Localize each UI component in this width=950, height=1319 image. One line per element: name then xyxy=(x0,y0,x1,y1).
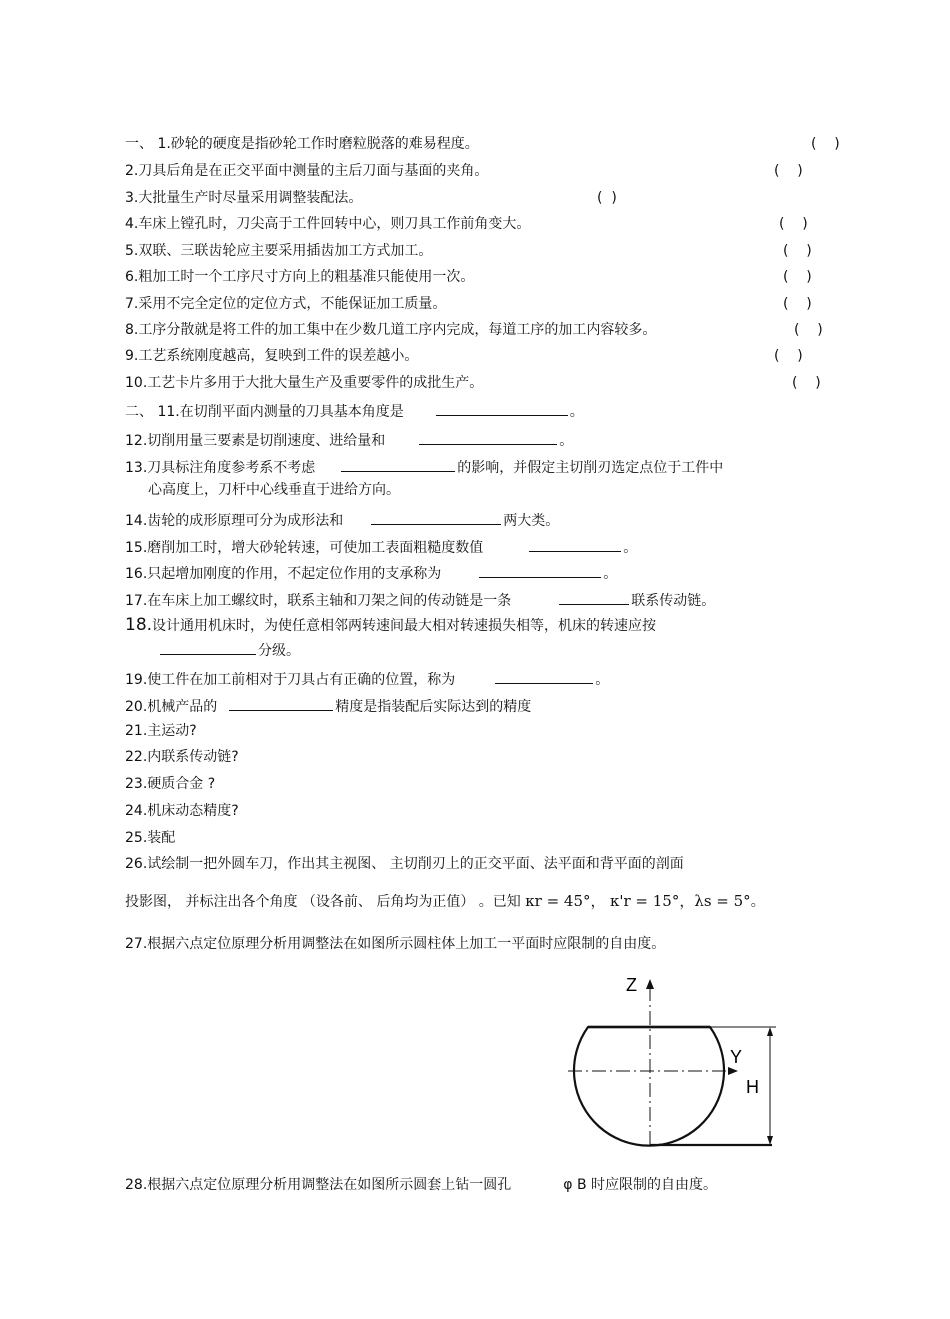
q17-blank xyxy=(559,590,629,605)
y-arrow-icon xyxy=(728,1067,738,1075)
q9: 9.工艺系统刚度越高，复映到工件的误差越小。 xyxy=(125,348,419,364)
q20-blank xyxy=(229,696,333,711)
q20-post: 精度是指装配后实际达到的精度 xyxy=(335,699,532,715)
q28-pre: 28.根据六点定位原理分析用调整法在如图所示圆套上钻一圆孔 xyxy=(125,1177,512,1193)
q4-paren: ( ) xyxy=(779,216,808,232)
q26-end: 。 xyxy=(750,894,765,910)
q14-blank xyxy=(371,510,501,525)
q10: 10.工艺卡片多用于大批大量生产及重要零件的成批生产。 xyxy=(125,375,484,391)
q18-post: 分级。 xyxy=(258,643,300,659)
q28-post: φ B 时应限制的自由度。 xyxy=(563,1177,718,1193)
q13-line2: 心高度上，刀杆中心线垂直于进给方向。 xyxy=(148,482,400,498)
h-arrow-top-icon xyxy=(767,1027,773,1036)
q17 xyxy=(125,590,715,610)
q11-pre: 二、 11.在切削平面内测量的刀具基本角度是 xyxy=(125,404,404,420)
h-arrow-bottom-icon xyxy=(767,1136,773,1145)
q22: 22.内联系传动链? xyxy=(125,749,239,765)
q9-paren: ( ) xyxy=(774,348,803,364)
q5: 5.双联、三联齿轮应主要采用插齿加工方式加工。 xyxy=(125,243,433,259)
q1: 一、 1.砂轮的硬度是指砂轮工作时磨粒脱落的难易程度。 xyxy=(125,136,479,152)
q16 xyxy=(125,563,617,583)
q12-blank xyxy=(419,430,557,445)
q2: 2.刀具后角是在正交平面中测量的主后刀面与基面的夹角。 xyxy=(125,163,489,179)
q18-blank xyxy=(160,640,256,655)
q26-line2 xyxy=(125,892,765,911)
q25: 25.装配 xyxy=(125,830,176,846)
q16-pre: 16.只起增加刚度的作用，不起定位作用的支承称为 xyxy=(125,566,442,582)
q23: 23.硬质合金 ? xyxy=(125,776,216,792)
q14-post: 两大类。 xyxy=(503,513,560,529)
q1-paren: ( ) xyxy=(811,136,840,152)
q19-post: 。 xyxy=(595,672,610,688)
q6: 6.粗加工时一个工序尺寸方向上的粗基准只能使用一次。 xyxy=(125,269,475,285)
q11-blank xyxy=(436,401,568,416)
q11 xyxy=(125,401,584,421)
q3-paren: ( ) xyxy=(597,190,617,206)
q13 xyxy=(125,457,723,477)
q21: 21.主运动? xyxy=(125,723,197,739)
q19-pre: 19.使工件在加工前相对于刀具占有正确的位置，称为 xyxy=(125,672,456,688)
q13-post: 的影响，并假定主切削刃选定点位于工件中 xyxy=(457,460,724,476)
q15 xyxy=(125,537,637,557)
q14-pre: 14.齿轮的成形原理可分为成形法和 xyxy=(125,513,344,529)
q16-post: 。 xyxy=(603,566,618,582)
q17-pre: 17.在车床上加工螺纹时，联系主轴和刀架之间的传动链是一条 xyxy=(125,593,512,609)
q19-blank xyxy=(495,669,593,684)
q13-blank xyxy=(341,457,455,472)
q18 xyxy=(125,616,656,635)
q7-paren: ( ) xyxy=(783,296,812,312)
q16-blank xyxy=(479,563,601,578)
q19 xyxy=(125,669,609,689)
q3: 3.大批量生产时尽量采用调整装配法。 xyxy=(125,190,363,206)
q15-pre: 15.磨削加工时，增大砂轮转速，可使加工表面粗糙度数值 xyxy=(125,540,484,556)
q28 xyxy=(125,1176,717,1194)
z-label: Z xyxy=(626,975,637,995)
q5-paren: ( ) xyxy=(783,243,812,259)
q14 xyxy=(125,510,559,530)
q8: 8.工序分散就是将工件的加工集中在少数几道工序内完成，每道工序的加工内容较多。 xyxy=(125,322,657,338)
q26-text: 投影图， 并标注出各个角度 （设各前、 后角均为正值） 。已知 xyxy=(125,894,521,910)
y-label: Y xyxy=(730,1047,743,1067)
q24: 24.机床动态精度? xyxy=(125,803,239,819)
h-label: H xyxy=(746,1077,759,1097)
z-arrow-icon xyxy=(646,979,654,989)
q11-post: 。 xyxy=(569,404,584,420)
q6-paren: ( ) xyxy=(783,269,812,285)
q17-post: 联系传动链。 xyxy=(631,593,716,609)
q18-line2 xyxy=(160,640,300,660)
q20-pre: 20.机械产品的 xyxy=(125,699,218,715)
q10-paren: ( ) xyxy=(792,375,821,391)
q15-blank xyxy=(529,537,621,552)
q18-num: 18. xyxy=(125,615,153,635)
q26-line1: 26.试绘制一把外圆车刀，作出其主视图、 主切削刃上的正交平面、法平面和背平面的剖面 xyxy=(125,856,684,872)
q12-post: 。 xyxy=(559,433,574,449)
q18-pre: 设计通用机床时，为使任意相邻两转速间最大相对转速损失相等，机床的转速应按 xyxy=(152,618,657,634)
q12-pre: 12.切削用量三要素是切削速度、进给量和 xyxy=(125,433,386,449)
q15-post: 。 xyxy=(623,540,638,556)
q8-paren: ( ) xyxy=(794,322,823,338)
q27: 27.根据六点定位原理分析用调整法在如图所示圆柱体上加工一平面时应限制的自由度。 xyxy=(125,936,666,952)
q4: 4.车床上镗孔时，刀尖高于工件回转中心，则刀具工作前角变大。 xyxy=(125,216,531,232)
q2-paren: ( ) xyxy=(774,163,803,179)
q26-formula2: κ'r = 15°，λs = 5° xyxy=(609,892,751,910)
cylinder-figure xyxy=(550,965,810,1165)
q7: 7.采用不完全定位的定位方式，不能保证加工质量。 xyxy=(125,296,447,312)
q13-pre: 13.刀具标注角度参考系不考虑 xyxy=(125,460,316,476)
q26-formula1: κr = 45°， xyxy=(525,892,606,910)
q20 xyxy=(125,696,531,716)
cylinder-outline xyxy=(574,1027,724,1146)
q12 xyxy=(125,430,573,450)
